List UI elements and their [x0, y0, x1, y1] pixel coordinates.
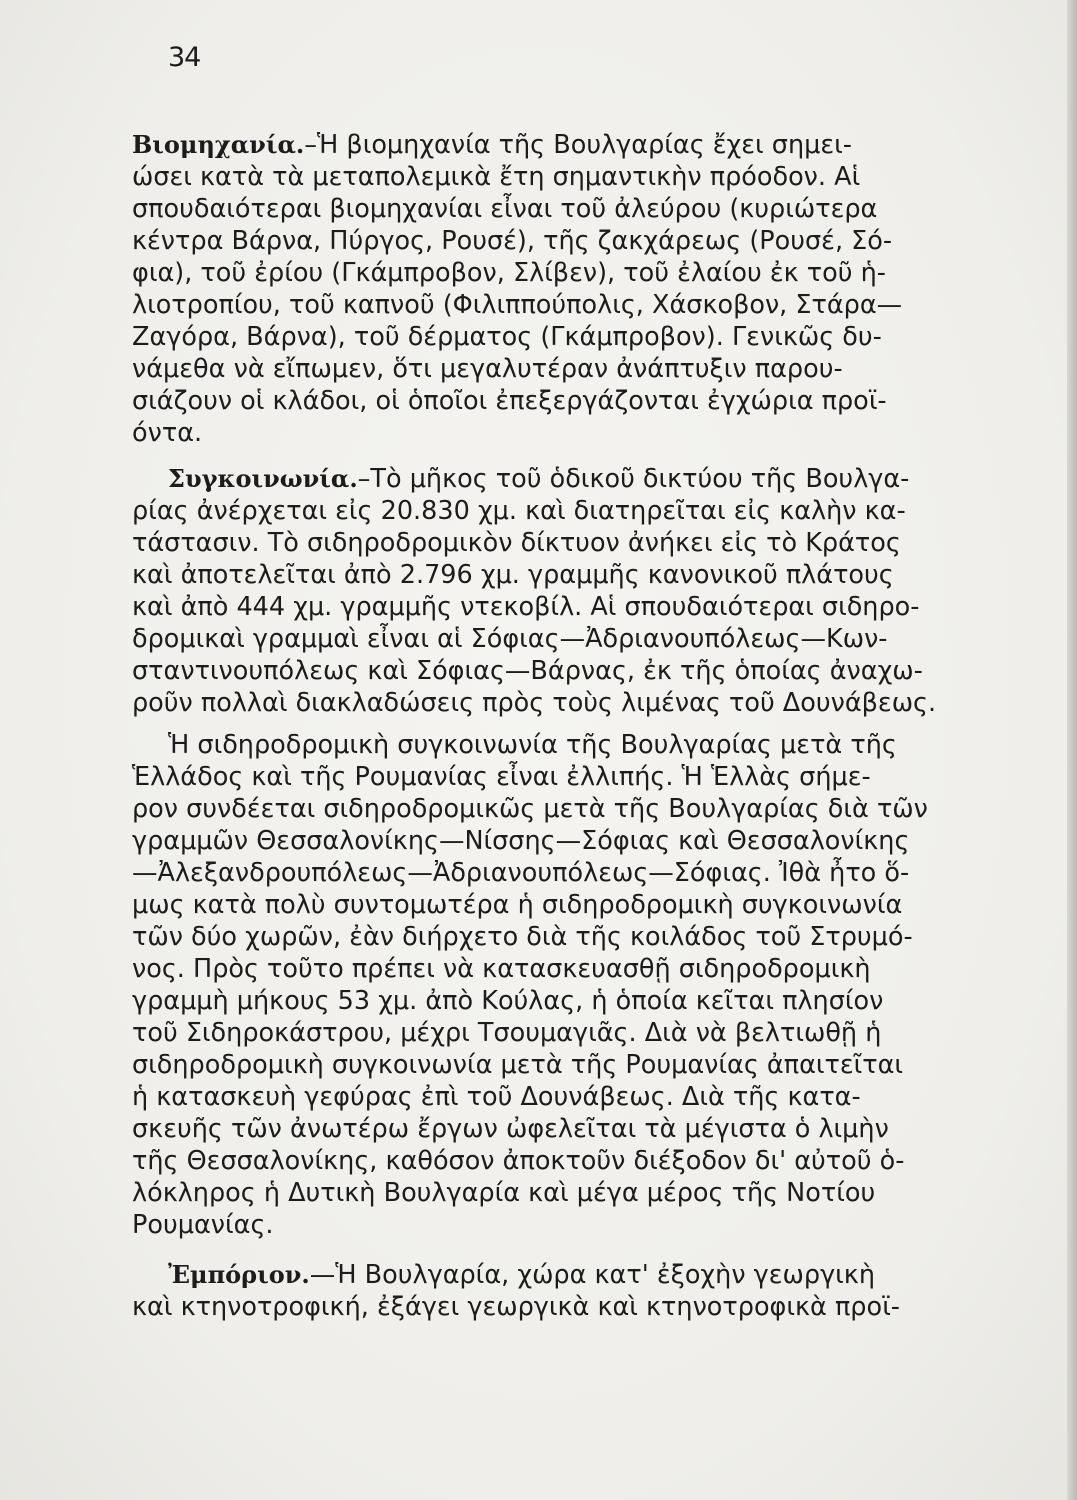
text-line: Ἡ σιδηροδρομικὴ συγκοινωνία τῆς Βουλγαρίας μετὰ τῆς — [168, 730, 897, 760]
text-span: –Ἡ βιομηχανία τῆς Βουλγαρίας ἔχει σημει- — [304, 130, 852, 160]
text-line: Ἑλλάδος καὶ τῆς Ρουμανίας εἶναι ἐλλιπής. Ἡ Ἑλλὰς σήμε- — [132, 762, 871, 792]
text-line: κέντρα Βάρνα, Πύργος, Ρουσέ), τῆς ζακχάρεως (Ρουσέ, Σό- — [132, 226, 893, 256]
text-line: καὶ ἀποτελεῖται ἀπὸ 2.796 χμ. γραμμῆς κανονικοῦ πλάτους — [132, 560, 894, 590]
text-line: τῆς Θεσσαλονίκης, καθόσον ἀποκτοῦν διέξοδον δι' αὐτοῦ ὁ- — [132, 1146, 905, 1176]
text-line: νος. Πρὸς τοῦτο πρέπει νὰ κατασκευασθῇ σιδηροδρομικὴ — [132, 954, 871, 984]
text-line: δρομικαὶ γραμμαὶ εἶναι αἱ Σόφιας—Ἀδριανουπόλεως—Κων- — [132, 624, 888, 654]
text-line: καὶ ἀπὸ 444 χμ. γραμμῆς ντεκοβίλ. Αἱ σπουδαιότεραι σιδηρο- — [132, 592, 920, 622]
text-line: —Ἀλεξανδρουπόλεως—Ἀδριανουπόλεως—Σόφιας. Ἰθὰ ἦτο ὅ- — [132, 858, 910, 888]
section-heading-trade: Ἐμπόριον. — [168, 1260, 310, 1289]
text-line: τοῦ Σιδηροκάστρου, μέχρι Τσουμαγιᾶς. Διὰ νὰ βελτιωθῇ ἡ — [132, 1018, 882, 1048]
text-line: Ζαγόρα, Βάρνα), τοῦ δέρματος (Γκάμπροβον). Γενικῶς δυ- — [132, 322, 882, 352]
text-span: —Ἡ Βουλγαρία, χώρα κατ' ἐξοχὴν γεωργικὴ — [309, 1260, 875, 1290]
text-line — [132, 130, 962, 160]
text-span: –Τὸ μῆκος τοῦ ὁδικοῦ δικτύου τῆς Βουλγα- — [357, 464, 910, 494]
text-line: Ρουμανίας. — [132, 1210, 274, 1240]
text-line: όντα. — [132, 418, 203, 448]
text-line: τάστασιν. Τὸ σιδηροδρομικὸν δίκτυον ἀνήκει εἰς τὸ Κράτος — [132, 528, 901, 558]
text-line: ώσει κατὰ τὰ μεταπολεμικὰ ἔτη σημαντικὴν πρόοδον. Αἱ — [132, 162, 861, 192]
section-heading-communication: Συγκοινωνία. — [168, 464, 358, 493]
text-line: νάμεθα νὰ εἴπωμεν, ὅτι μεγαλυτέραν ἀνάπτυξιν παρου- — [132, 354, 843, 384]
text-line: γραμμὴ μήκους 53 χμ. ἀπὸ Κούλας, ἡ ὁποία κεῖται πλησίον — [132, 986, 884, 1016]
text-line — [168, 464, 962, 494]
page-edge-shadow — [1067, 0, 1077, 1500]
text-line: σιάζουν οἱ κλάδοι, οἱ ὁποῖοι ἐπεξεργάζονται ἐγχώρια προϊ- — [132, 386, 887, 416]
text-line: ροῦν πολλαὶ διακλαδώσεις πρὸς τοὺς λιμένας τοῦ Δουνάβεως. — [132, 688, 937, 718]
section-heading-industry: Βιομηχανία. — [132, 130, 305, 159]
text-line — [168, 1260, 962, 1290]
text-line: τῶν δύο χωρῶν, ἐὰν διήρχετο διὰ τῆς κοιλάδος τοῦ Στρυμό- — [132, 922, 913, 952]
text-line: λόκληρος ἡ Δυτικὴ Βουλγαρία καὶ μέγα μέρος τῆς Νοτίου — [132, 1178, 876, 1208]
text-line: καὶ κτηνοτροφική, ἐξάγει γεωργικὰ καὶ κτηνοτροφικὰ προϊ- — [132, 1292, 900, 1322]
text-line: ἡ κατασκευὴ γεφύρας ἐπὶ τοῦ Δουνάβεως. Διὰ τῆς κατα- — [132, 1082, 861, 1112]
text-line: ρον συνδέεται σιδηροδρομικῶς μετὰ τῆς Βουλγαρίας διὰ τῶν — [132, 794, 928, 824]
text-line: λιοτροπίου, τοῦ καπνοῦ (Φιλιππούπολις, Χάσκοβον, Στάρα— — [132, 290, 903, 320]
text-line: σπουδαιότεραι βιομηχανίαι εἶναι τοῦ ἀλεύρου (κυριώτερα — [132, 194, 878, 224]
page-number: 34 — [168, 42, 201, 73]
text-line: σκευῆς τῶν ἀνωτέρω ἔργων ὠφελεῖται τὰ μέγιστα ὁ λιμὴν — [132, 1114, 889, 1144]
text-line: μως κατὰ πολὺ συντομωτέρα ἡ σιδηροδρομικὴ συγκοινωνία — [132, 890, 903, 920]
text-line: σιδηροδρομικὴ συγκοινωνία μετὰ τῆς Ρουμανίας ἀπαιτεῖται — [132, 1050, 904, 1080]
text-line: σταντινουπόλεως καὶ Σόφιας—Βάρνας, ἐκ τῆς ὁποίας ἀναχω- — [132, 656, 923, 686]
text-line: ρίας ἀνέρχεται εἰς 20.830 χμ. καὶ διατηρεῖται εἰς καλὴν κα- — [132, 496, 906, 526]
text-line: φια), τοῦ ἐρίου (Γκάμπροβον, Σλίβεν), τοῦ ἐλαίου ἐκ τοῦ ἡ- — [132, 258, 886, 288]
text-line: γραμμῶν Θεσσαλονίκης—Νίσσης—Σόφιας καὶ Θεσσαλονίκης — [132, 826, 910, 856]
